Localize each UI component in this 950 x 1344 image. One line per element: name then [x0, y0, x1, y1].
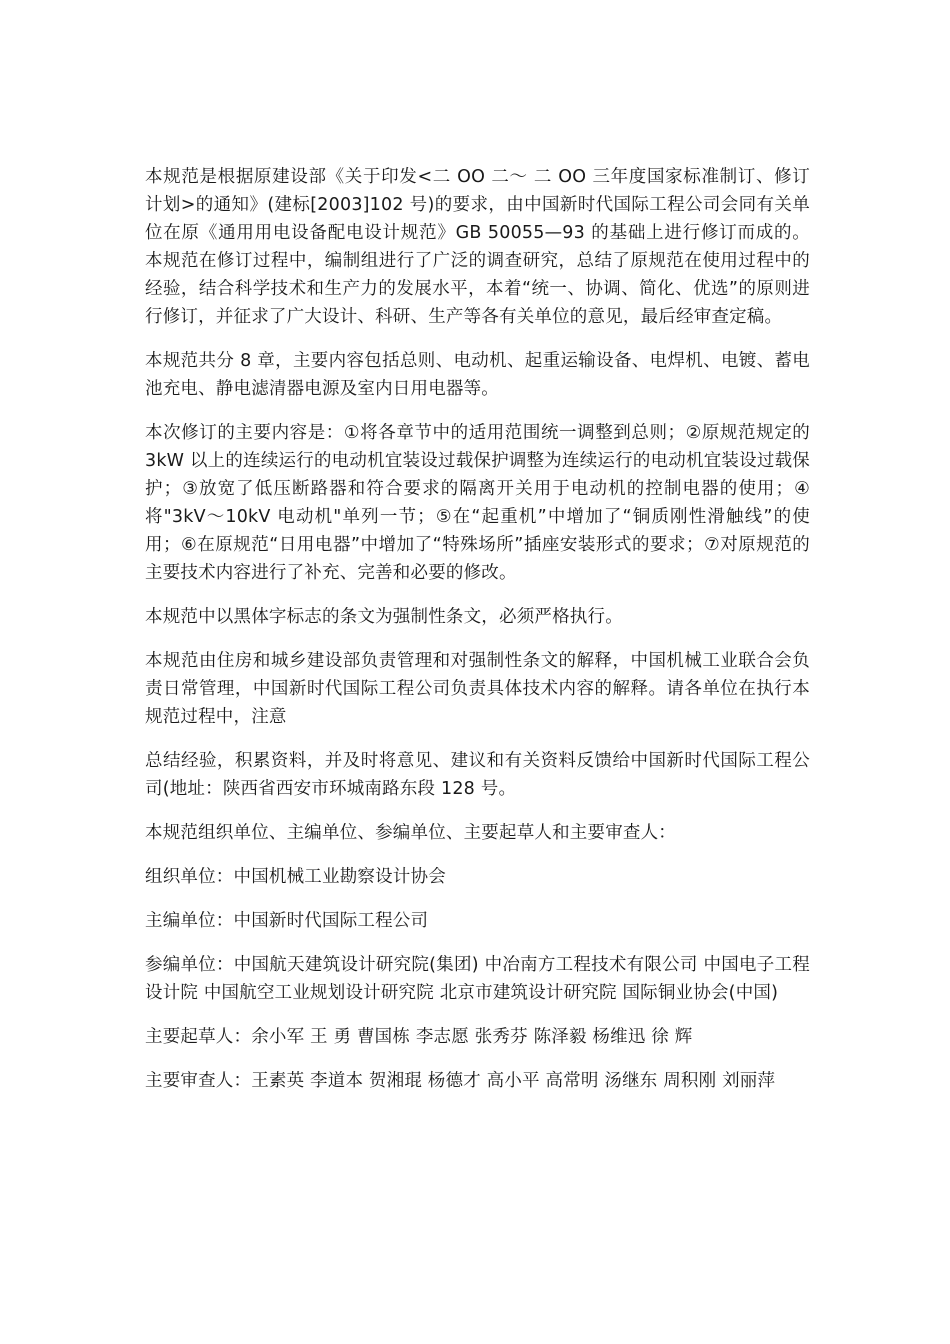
paragraph-chapters: 本规范共分 8 章，主要内容包括总则、电动机、起重运输设备、电焊机、电镀、蓄电池充电、静电滤清器电源及室内日用电器等。 [145, 351, 810, 399]
document-body [145, 163, 810, 1111]
paragraph-management: 本规范由住房和城乡建设部负责管理和对强制性条文的解释，中国机械工业联合会负责日常管理，中国新时代国际工程公司负责具体技术内容的解释。请各单位在执行本规范过程中，注意 [145, 651, 810, 727]
paragraph-revisions: 本次修订的主要内容是：①将各章节中的适用范围统一调整到总则；②原规范规定的 3kW 以上的连续运行的电动机宜装设过载保护调整为连续运行的电动机宜装设过载保护；③放宽了低压断路器和符合要求的隔离开关用于电动机的控制电器的使用；④将"3kV～10kV 电动机"单列一节；⑤在“起重机”中增加了“铜质刚性滑触线”的使用；⑥在原规范“日用电器”中增加了“特殊场所”插座安装形式的要求；⑦对原规范的主要技术内容进行了补充、完善和必要的修改。 [145, 423, 810, 583]
paragraph-mandatory: 本规范中以黑体字标志的条文为强制性条文，必须严格执行。 [145, 607, 623, 627]
paragraph-reviewers: 主要审查人：王素英 李道本 贺湘琨 杨德才 高小平 高常明 汤继东 周积刚 刘丽萍 [145, 1071, 776, 1091]
paragraph-organizer: 组织单位：中国机械工业勘察设计协会 [145, 867, 446, 887]
paragraph-feedback: 总结经验，积累资料，并及时将意见、建议和有关资料反馈给中国新时代国际工程公司(地址：陕西省西安市环城南路东段 128 号。 [145, 751, 810, 799]
paragraph-chief-editor: 主编单位：中国新时代国际工程公司 [145, 911, 429, 931]
paragraph-intro: 本规范是根据原建设部《关于印发<二 OO 二～ 二 OO 三年度国家标准制订、修订计划>的通知》(建标[2003]102 号)的要求，由中国新时代国际工程公司会同有关单位在原《通用用电设备配电设计规范》GB 50055—93 的基础上进行修订而成的。本规范在修订过程中，编制组进行了广泛的调查研究，总结了原规范在使用过程中的经验，结合科学技术和生产力的发展水平，本着“统一、协调、简化、优选”的原则进行修订，并征求了广大设计、科研、生产等各有关单位的意见，最后经审查定稿。 [145, 167, 810, 327]
paragraph-units-intro: 本规范组织单位、主编单位、参编单位、主要起草人和主要审查人： [145, 823, 676, 843]
paragraph-drafters: 主要起草人：余小军 王 勇 曹国栋 李志愿 张秀芬 陈泽毅 杨维迅 徐 辉 [145, 1027, 693, 1047]
paragraph-participants: 参编单位：中国航天建筑设计研究院(集团) 中冶南方工程技术有限公司 中国电子工程设计院 中国航空工业规划设计研究院 北京市建筑设计研究院 国际铜业协会(中国) [145, 955, 810, 1003]
